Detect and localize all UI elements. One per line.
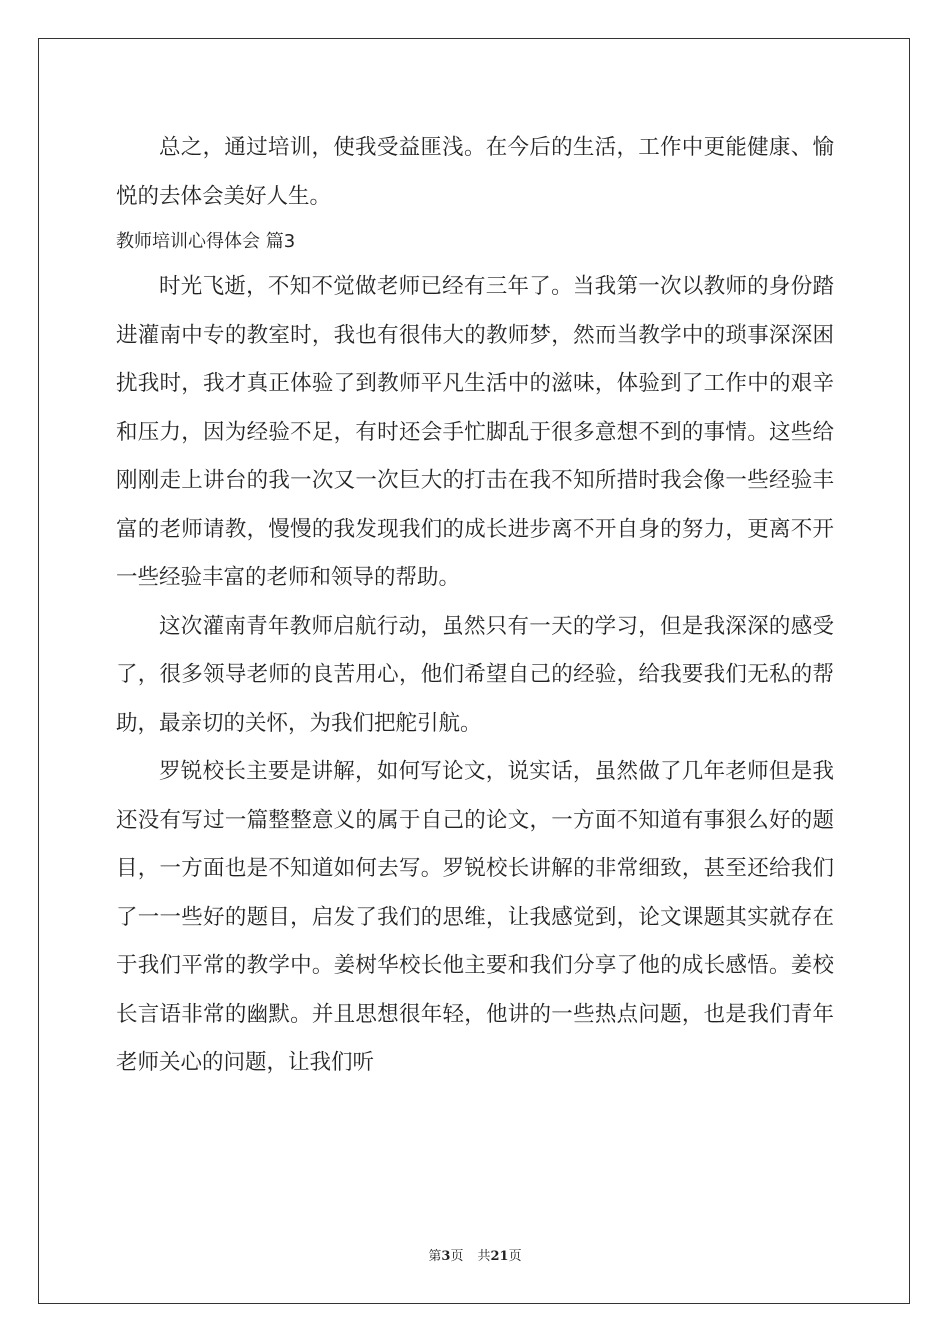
paragraph: 总之，通过培训，使我受益匪浅。在今后的生活，工作中更能健康、愉悦的去体会美好人生。	[116, 135, 834, 209]
document-body	[116, 124, 834, 1088]
section-heading: 教师培训心得体会 篇3	[116, 231, 296, 252]
paragraph: 时光飞逝，不知不觉做老师已经有三年了。当我第一次以教师的身份踏进灌南中专的教室时，我也有很伟大的教师梦，然而当教学中的琐事深深困扰我时，我才真正体验了到教师平凡生活中的滋味，体验到了工作中的艰辛和压力，因为经验不足，有时还会手忙脚乱于很多意想不到的事情。这些给刚刚走上讲台的我一次又一次巨大的打击在我不知所措时我会像一些经验丰富的老师请教，慢慢的我发现我们的成长进步离不开自身的努力，更离不开一些经验丰富的老师和领导的帮助。	[116, 274, 834, 590]
page-footer	[0, 1245, 950, 1264]
page-current: 3	[441, 1249, 451, 1264]
total-suffix: 页	[508, 1249, 522, 1264]
page-total: 21	[490, 1249, 509, 1264]
paragraph: 罗锐校长主要是讲解，如何写论文，说实话，虽然做了几年老师但是我还没有写过一篇整整意义的属于自己的论文，一方面不知道有事狠么好的题目，一方面也是不知道如何去写。罗锐校长讲解的非常细致，甚至还给我们了一一些好的题目，启发了我们的思维，让我感觉到，论文课题其实就存在于我们平常的教学中。姜树华校长他主要和我们分享了他的成长感悟。姜校长言语非常的幽默。并且思想很年轻，他讲的一些热点问题，也是我们青年老师关心的问题，让我们听	[116, 759, 834, 1075]
paragraph: 这次灌南青年教师启航行动，虽然只有一天的学习，但是我深深的感受了，很多领导老师的良苦用心，他们希望自己的经验，给我要我们无私的帮助，最亲切的关怀，为我们把舵引航。	[116, 613, 834, 736]
page-suffix: 页	[450, 1249, 464, 1264]
total-prefix: 共	[477, 1249, 491, 1264]
page-prefix: 第	[428, 1249, 442, 1264]
